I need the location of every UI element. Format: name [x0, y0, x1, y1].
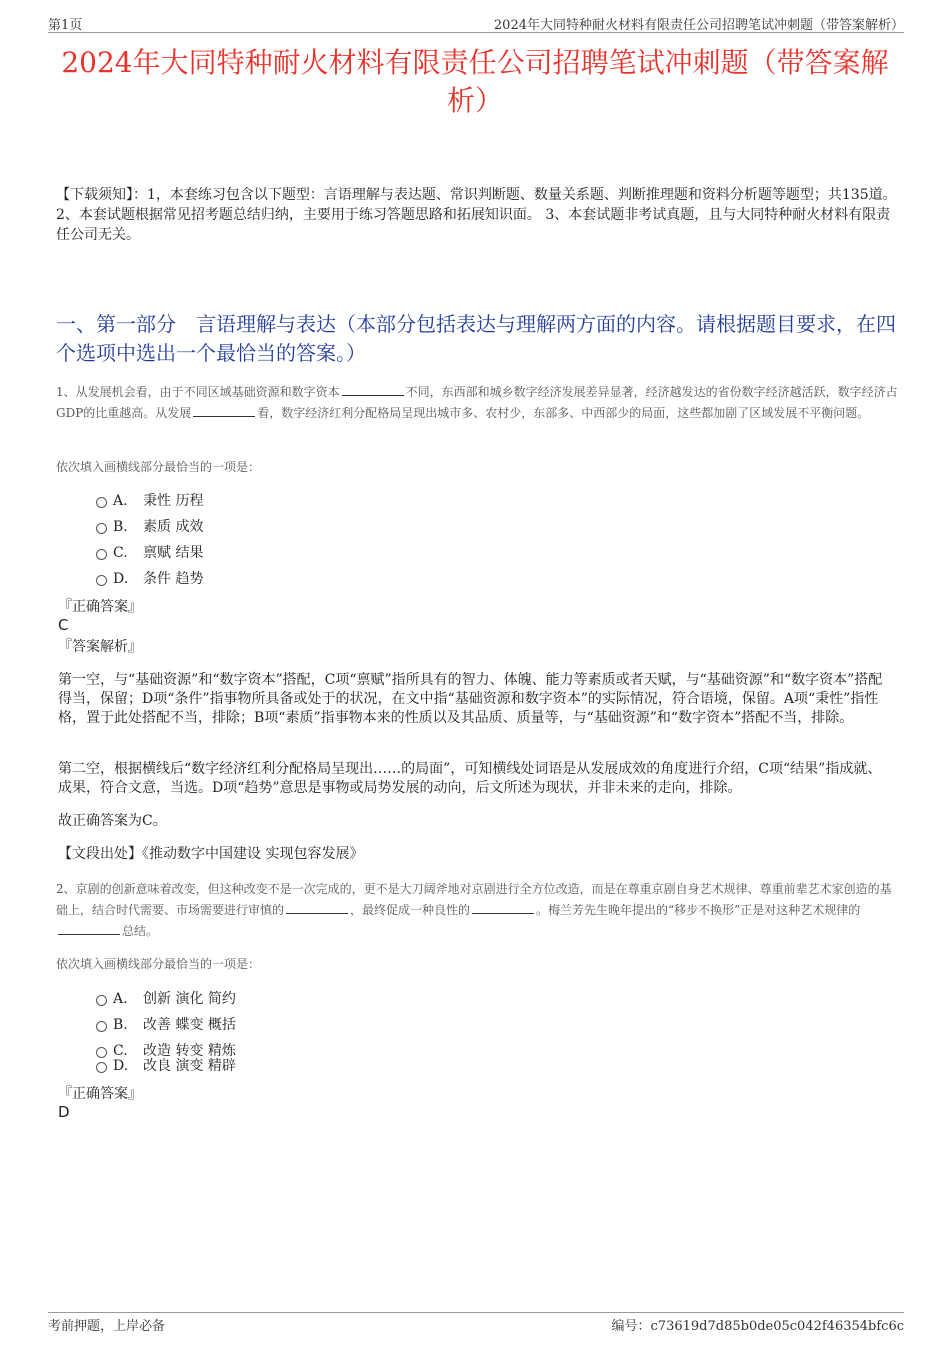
q1-analysis-paragraph-1: 第一空，与“基础资源”和“数字资本”搭配，C项“禀赋”指所具有的智力、体魄、能力等素质或者天赋，与“基础资源”和“数字资本”搭配得当，保留；D项“条件”指事物所具备或处于的状况，在文中指“基础资源和数字资本”的实际情况，符合语境，保留。A项“秉性”指性格，置于此处搭配不当，排除；B项“素质”指事物本来的性质以及其品质、质量等，与“基础资源”和“数字资本”搭配不当，排除。	[58, 672, 883, 726]
radio-icon[interactable]	[96, 497, 107, 508]
option-letter: A.	[113, 493, 128, 509]
option-text: 秉性 历程	[143, 493, 204, 509]
page-number: 第1页	[48, 18, 83, 33]
question-2-text-b: ，最终促成一种良性的	[350, 903, 471, 917]
q1-answer: C	[58, 616, 69, 634]
option-letter: C.	[113, 545, 128, 561]
option-letter: D.	[113, 1058, 129, 1074]
page-footer	[48, 1312, 904, 1334]
radio-icon[interactable]	[96, 1021, 107, 1032]
question-1-stem	[56, 382, 902, 424]
q1-analysis-paragraph-2: 第二空，根据横线后“数字经济红利分配格局呈现出……的局面”，可知横线处词语是从发展成效的角度进行介绍，C项“结果”指成就、成果，符合文意，当选。D项“趋势”意思是事物或局势发展的动向，后文所述为现状，并非未来的走向，排除。	[58, 761, 882, 796]
download-notice: 【下载须知】：1，本套练习包含以下题型：言语理解与表达题、常识判断题、数量关系题、判断推理题和资料分析题等题型；共135道。 2、本套试题根据常见招考题总结归纳，主要用于练习答题思路和拓展知识面。 3、本套试题非考试真题，且与大同特种耐火材料有限责任公司无关。	[56, 187, 897, 243]
q1-source: 【文段出处】《推动数字中国建设 实现包容发展》	[58, 846, 364, 862]
radio-icon[interactable]	[96, 575, 107, 586]
question-1-prompt: 依次填入画横线部分最恰当的一项是：	[56, 460, 261, 474]
option-letter: B.	[113, 1017, 128, 1033]
q2-answer: D	[58, 1103, 70, 1121]
q2-option-d[interactable]	[96, 1056, 236, 1076]
footer-slogan: 考前押题，上岸必备	[48, 1319, 166, 1334]
radio-icon[interactable]	[96, 523, 107, 534]
option-letter: B.	[113, 519, 128, 535]
blank-line	[193, 404, 255, 417]
question-2-text-c: 。梅兰芳先生晚年提出的“移步不换形”正是对这种艺术规律的	[536, 903, 861, 917]
question-2-text-d: 总结。	[122, 924, 159, 938]
question-2-prompt: 依次填入画横线部分最恰当的一项是：	[56, 957, 261, 971]
question-1-text-c: 看，数字经济红利分配格局呈现出城市多、农村少，东部多、中西部少的局面，这些都加剧了区域发展不平衡问题。	[257, 406, 870, 420]
option-text: 改善 蝶变 概括	[143, 1017, 236, 1033]
radio-icon[interactable]	[96, 1062, 107, 1073]
option-text: 创新 演化 简约	[143, 991, 236, 1007]
option-letter: A.	[113, 991, 128, 1007]
blank-line	[286, 901, 348, 914]
question-1-text-a: 1、从发展机会看，由于不同区域基础资源和数字资本	[56, 385, 340, 399]
blank-line	[58, 922, 120, 935]
q2-option-b[interactable]	[96, 1015, 236, 1035]
option-text: 素质 成效	[143, 519, 204, 535]
q1-option-b[interactable]	[96, 517, 203, 537]
question-2-stem	[56, 879, 902, 942]
q2-option-a[interactable]	[96, 989, 236, 1009]
option-text: 改良 演变 精辟	[143, 1058, 236, 1074]
page-header	[48, 14, 904, 33]
blank-line	[342, 383, 404, 396]
section-heading: 一、第一部分 言语理解与表达（本部分包括表达与理解两方面的内容。请根据题目要求，在四个选项中选出一个最恰当的答案。）	[56, 312, 896, 365]
question-2-text-a: 2、京剧的创新意味着改变，但这种改变不是一次完成的，更不是大刀阔斧地对京剧进行全方位改造，而是在尊重京剧自身艺术规律、尊重前辈艺术家创造的基础上，结合时代需要、市场需要进行审慎的	[56, 882, 892, 917]
option-text: 条件 趋势	[143, 571, 204, 587]
radio-icon[interactable]	[96, 995, 107, 1006]
option-text: 改造 转变 精炼	[143, 1043, 236, 1059]
q1-analysis-label: 『答案解析』	[58, 639, 142, 655]
question-1-text-b: 不同，东西部和城乡数字经济发展差异显著，经济越发达的省份数字经济越活跃，数字经济占GDP的比重越高。从发展	[56, 385, 898, 420]
header-doc-title: 2024年大同特种耐火材料有限责任公司招聘笔试冲刺题（带答案解析）	[493, 18, 904, 33]
q2-answer-label: 『正确答案』	[58, 1086, 142, 1102]
option-letter: C.	[113, 1043, 128, 1059]
option-letter: D.	[113, 571, 129, 587]
option-text: 禀赋 结果	[143, 545, 204, 561]
q1-option-d[interactable]	[96, 569, 203, 589]
q1-answer-label: 『正确答案』	[58, 599, 142, 615]
blank-line	[472, 901, 534, 914]
q1-option-c[interactable]	[96, 543, 203, 563]
q1-conclusion: 故正确答案为C。	[58, 813, 167, 829]
footer-serial: 编号：c73619d7d85b0de05c042f46354bfc6c	[611, 1319, 904, 1334]
radio-icon[interactable]	[96, 549, 107, 560]
q1-option-a[interactable]	[96, 491, 203, 511]
document-title: 2024年大同特种耐火材料有限责任公司招聘笔试冲刺题（带答案解析）	[61, 46, 889, 117]
